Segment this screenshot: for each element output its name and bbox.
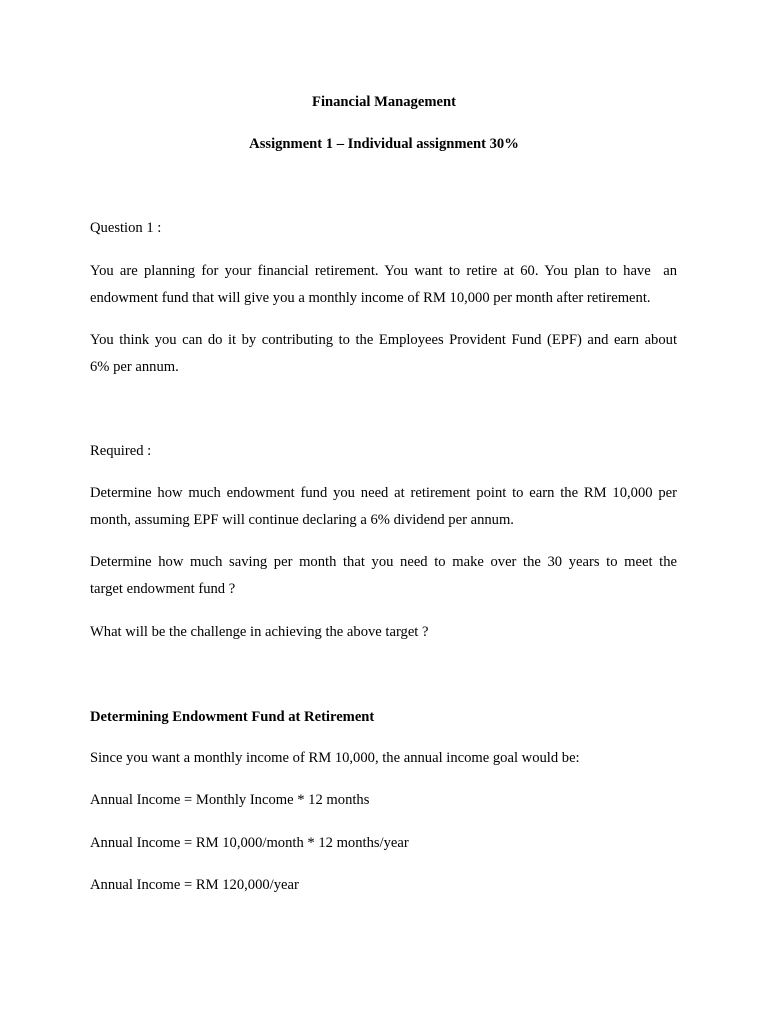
required-item-3: What will be the challenge in achieving the above target ? [90,624,429,640]
calculation-line-1: Annual Income = Monthly Income * 12 months [90,792,370,808]
calculation-line-3: Annual Income = RM 120,000/year [90,877,299,893]
question-paragraph-2-line-1: You think you can do it by contributing to the Employees Provident Fund (EPF) and earn about [90,332,677,348]
required-label: Required : [90,443,152,459]
calculation-line-2: Annual Income = RM 10,000/month * 12 months/year [90,835,409,851]
question-label: Question 1 : [90,220,162,236]
section-heading: Determining Endowment Fund at Retirement [90,709,375,725]
document-subtitle: Assignment 1 – Individual assignment 30% [249,136,519,152]
question-paragraph-1-line-1: You are planning for your financial retirement. You want to retire at 60. You plan to have an [90,263,677,279]
document-title: Financial Management [312,94,456,110]
required-item-2-line-1: Determine how much saving per month that you need to make over the 30 years to meet the [90,554,677,570]
question-paragraph-1-line-2: endowment fund that will give you a monthly income of RM 10,000 per month after retirement. [90,290,651,306]
required-item-2-line-2: target endowment fund ? [90,581,236,597]
section-intro: Since you want a monthly income of RM 10,000, the annual income goal would be: [90,750,580,766]
required-item-1-line-1: Determine how much endowment fund you need at retirement point to earn the RM 10,000 per [90,485,677,501]
required-item-1-line-2: month, assuming EPF will continue declaring a 6% dividend per annum. [90,512,514,528]
question-paragraph-2-line-2: 6% per annum. [90,359,179,375]
